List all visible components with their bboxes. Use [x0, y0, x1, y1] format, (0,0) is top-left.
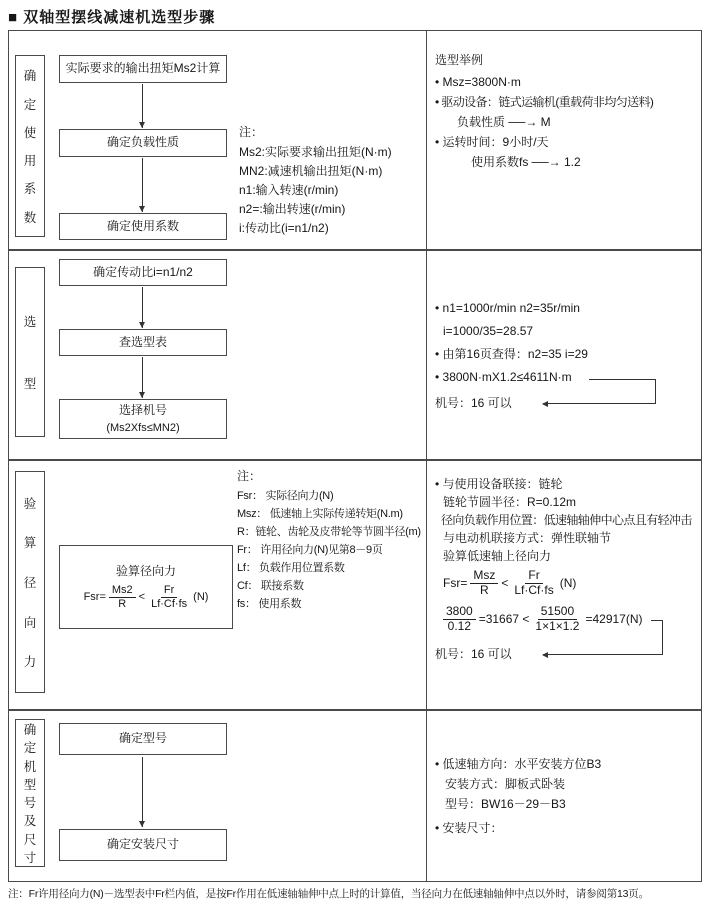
- flow-box-label: 确定型号: [118, 731, 167, 746]
- example-line: • Msz=3800N·m: [435, 75, 521, 89]
- example-line: • 安装尺寸：: [435, 821, 503, 835]
- flow-box-label: 确定使用系数: [106, 218, 179, 233]
- formula-lhs: Fsr=: [83, 591, 106, 604]
- fraction: [511, 569, 556, 598]
- example-line: • 由第16页查得：n2=35 i=29: [435, 347, 588, 361]
- flow-box-frame-size: [59, 399, 227, 439]
- fraction: [109, 584, 136, 610]
- note-line: R：链轮、齿轮及皮带轮等节圆半径(m): [237, 526, 421, 538]
- radial-formula: [84, 584, 209, 610]
- example-result: 机号：16 可以: [435, 396, 512, 410]
- formula-unit: (N): [559, 576, 577, 591]
- note-line: Fsr： 实际径向力(N): [237, 490, 334, 502]
- radial-formula-example: [443, 569, 576, 598]
- example-line: 与电动机联接方式：弹性联轴节: [443, 531, 612, 545]
- example-line: • 与使用设备联接：链轮: [435, 477, 563, 491]
- calc-middle: =31667 <: [478, 612, 530, 627]
- denominator: 1×1×1.2: [535, 618, 580, 633]
- example-line: • n1=1000r/min n2=35r/min: [435, 301, 580, 315]
- flow-arrow-down: [142, 757, 143, 827]
- fraction: [443, 605, 476, 634]
- flow-box-label: 确定安装尺寸: [106, 837, 179, 852]
- footnote: 注：Fr许用径向力(N)－选型表中Fr栏内值，是按Fr作用在低速轴轴伸中点上时的计算值，当径向力在低速轴轴伸中点以外时，请参阅第13页。: [8, 888, 649, 900]
- flow-box-sublabel: (Ms2Xfs≤MN2): [106, 421, 180, 434]
- note-line: Msz： 低速轴上实际传递转矩(N.m): [237, 508, 403, 520]
- note-line: Cf： 联接系数: [237, 580, 304, 592]
- section-divider-2: [9, 459, 701, 461]
- example-line: 验算低速轴上径向力: [443, 549, 552, 563]
- denominator: Lf·Cf·fs: [151, 597, 188, 610]
- note-line: i:传动比(i=n1/n2): [239, 221, 329, 235]
- flow-box-label: 查选型表: [118, 334, 167, 349]
- formula-unit: (N): [193, 591, 209, 604]
- example-title: 选型举例: [435, 53, 484, 67]
- flow-box-label: 确定传动比i=n1/n2: [93, 264, 193, 279]
- example-line: i=1000/35=28.57: [443, 324, 534, 338]
- flow-box-selection-table: [59, 329, 227, 356]
- note-line: Lf： 负载作用位置系数: [237, 562, 345, 574]
- example-line: • 运转时间：9小时/天: [435, 135, 549, 149]
- numerator: 51500: [538, 605, 577, 620]
- numerator: Fr: [161, 584, 177, 598]
- flow-arrow-down: [142, 84, 143, 128]
- numerator: Fr: [525, 569, 542, 584]
- diagram-frame: [8, 30, 702, 882]
- flow-box-label: 实际要求的输出扭矩Ms2计算: [65, 61, 221, 76]
- example-line: • 驱动设备：链式运输机(重载荷非均匀送料): [435, 95, 654, 109]
- flow-box-label: 选择机号: [118, 403, 167, 418]
- flow-box-label: 确定负载性质: [106, 135, 179, 150]
- flow-arrow-down: [142, 357, 143, 398]
- section-divider-3: [9, 709, 701, 711]
- loop-arrow: [543, 620, 663, 655]
- section3-label: 验 算 径 向 力: [15, 471, 45, 693]
- notes-title: 注：: [237, 469, 262, 483]
- note-line: n2=:输出转速(r/min): [239, 202, 346, 216]
- example-line: 型号：BW16－29－B3: [445, 797, 566, 811]
- flow-box-load-nature: [59, 129, 227, 157]
- flow-box-model: [59, 723, 227, 755]
- example-result: 机号：16 可以: [435, 647, 512, 661]
- formula-lhs: Fsr=: [443, 576, 468, 591]
- note-line: fs： 使用系数: [237, 598, 302, 610]
- denominator: 0.12: [447, 618, 472, 633]
- denominator: Lf·Cf·fs: [514, 582, 554, 597]
- flow-arrow-down: [142, 158, 143, 212]
- flow-box-ratio: [59, 259, 227, 286]
- note-line: Fr： 许用径向力(N)见第8－9页: [237, 544, 383, 556]
- example-line: 安装方式：脚板式卧装: [445, 777, 566, 791]
- loop-arrow: [543, 379, 656, 404]
- notes-title: 注：: [239, 125, 264, 139]
- example-line: 径向负载作用位置：低速轴轴伸中心点且有轻冲击: [441, 513, 692, 527]
- section2-label: 选 型: [15, 267, 45, 437]
- note-line: MN2:减速机输出扭矩(N·m): [239, 164, 383, 178]
- denominator: R: [480, 582, 489, 597]
- numerator: Ms2: [109, 584, 136, 598]
- section4-label: 确 定 机 型 号 及 尺 寸: [15, 719, 45, 867]
- relation: <: [138, 591, 146, 604]
- fraction: [148, 584, 190, 610]
- section1-label: 确 定 使 用 系 数: [15, 55, 45, 237]
- fraction: [470, 569, 498, 598]
- numerator: 3800: [443, 605, 476, 620]
- flow-box-service-factor: [59, 213, 227, 240]
- relation: <: [501, 576, 509, 591]
- calc-result: =42917(N): [585, 612, 643, 627]
- example-line: • 低速轴方向：水平安装方位B3: [435, 757, 602, 771]
- numerator: Msz: [470, 569, 498, 584]
- page-title: ■ 双轴型摆线减速机选型步骤: [8, 9, 216, 26]
- note-line: Ms2:实际要求输出扭矩(N·m): [239, 145, 392, 159]
- example-line: 链轮节圆半径：R=0.12m: [443, 495, 577, 509]
- example-line-arrow: 使用系数fs ──→ 1.2: [471, 155, 581, 169]
- flow-box-output-torque: [59, 55, 227, 83]
- flow-box-label: 验算径向力: [115, 563, 176, 578]
- flow-box-radial-check: [59, 545, 233, 629]
- example-line: • 3800N·mX1.2≤4611N·m: [435, 370, 572, 384]
- denominator: R: [118, 597, 127, 610]
- flow-box-mounting-dims: [59, 829, 227, 861]
- column-divider: [426, 31, 427, 881]
- note-line: n1:输入转速(r/min): [239, 183, 339, 197]
- flow-arrow-down: [142, 287, 143, 328]
- example-line-arrow: 负载性质 ──→ M: [457, 115, 551, 129]
- section-divider-1: [9, 249, 701, 251]
